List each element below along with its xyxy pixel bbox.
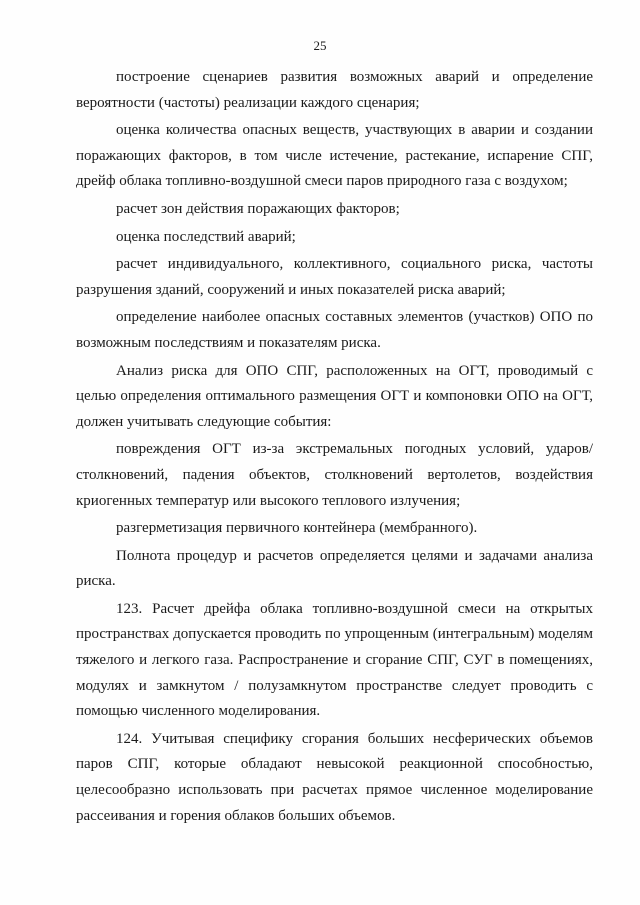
paragraph: 124. Учитывая специфику сгорания больших несферических объемов паров СПГ, которые обладают невысокой реакционной способностью, целесообразно использовать при расчетах прямое численное моделирование рассеивания и горения облаков больших объемов. [76,730,593,824]
paragraph: определение наиболее опасных составных элементов (участков) ОПО по возможным последствиям и показателям риска. [76,309,593,351]
page-number: 25 [313,38,327,53]
paragraph: Анализ риска для ОПО СПГ, расположенных на ОГТ, проводимый с целью определения оптимального размещения ОГТ и компоновки ОПО на ОГТ, должен учитывать следующие события: [76,362,593,430]
paragraph: Полнота процедур и расчетов определяется целями и задачами анализа риска. [76,547,593,590]
paragraph: построение сценариев развития возможных аварий и определение вероятности (частоты) реализации каждого сценария; [76,69,593,111]
paragraph: повреждения ОГТ из-за экстремальных погодных условий, ударов/столкновений, падения объектов, столкновений вертолетов, воздействия криогенных температур или высокого теплового излучения; [76,441,593,509]
paragraph: разгерметизация первичного контейнера (мембранного). [116,520,478,537]
paragraph: 123. Расчет дрейфа облака топливно-воздушной смеси на открытых пространствах допускается проводить по упрощенным (интегральным) моделям тяжелого и легкого газа. Распространение и сгорание СПГ, СУГ в помещениях, модулях и замкнутом / полузамкнутом пространстве следует проводить с помощью численного моделирования. [76,600,593,720]
document-body [76,65,593,829]
paragraph: расчет зон действия поражающих факторов; [116,200,400,217]
paragraph: оценка последствий аварий; [116,228,296,245]
paragraph: расчет индивидуального, коллективного, социального риска, частоты разрушения зданий, сооружений и иных показателей риска аварий; [76,256,593,298]
paragraph: оценка количества опасных веществ, участвующих в аварии и создании поражающих факторов, в том числе истечение, растекание, испарение СПГ, дрейф облака топливно-воздушной смеси паров природного газа с воздухом; [76,122,593,190]
